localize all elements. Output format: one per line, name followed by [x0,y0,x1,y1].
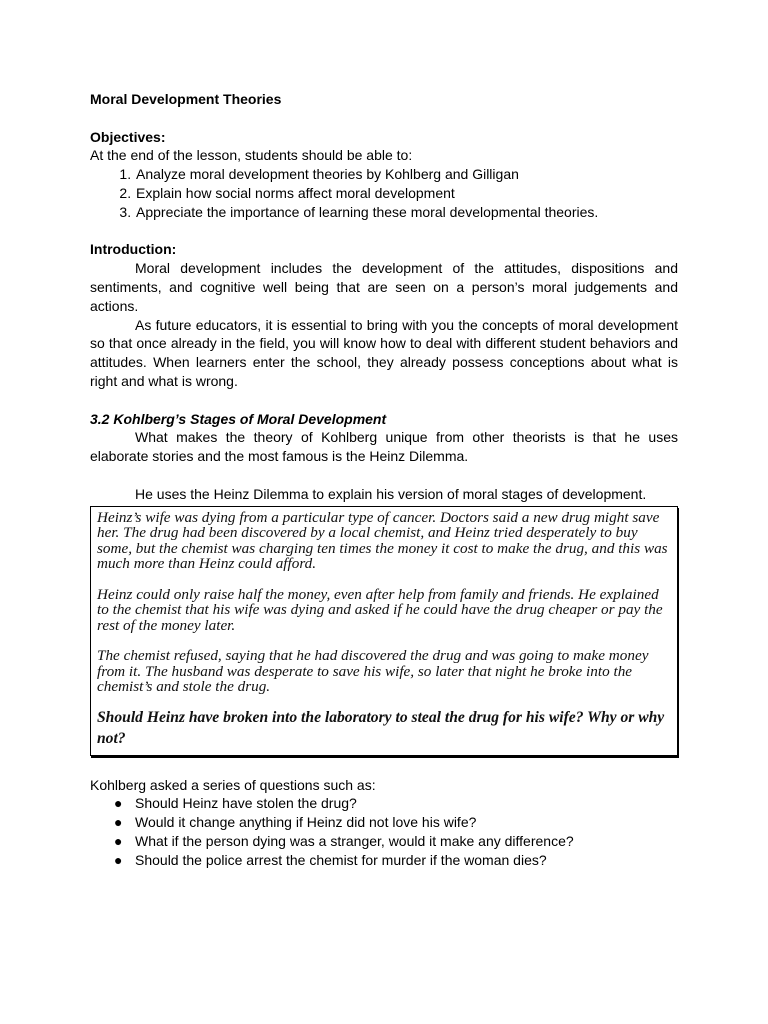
dilemma-lead-in: He uses the Heinz Dilemma to explain his version of moral stages of development. [135,485,647,502]
question-text: Would it change anything if Heinz did not love his wife? [135,814,477,831]
bullet-icon: ● [114,851,123,868]
dilemma-paragraph: Heinz’s wife was dying from a particular type of cancer. Doctors said a new drug might save her. The drug had been discovered by a local chemist, and Heinz tried desperately to buy some, but the chemist was charging ten times the money it cost to make the drug, and this was much more than Heinz could afford. [97,508,668,573]
dilemma-paragraph: The chemist refused, saying that he had discovered the drug and was going to make money from it. The husband was desperate to save his wife, so later that night he broke into the chemist’s and stole the drug. [97,647,649,696]
section-paragraph: What makes the theory of Kohlberg unique from other theorists is that he uses elaborate stories and the most famous is the Heinz Dilemma. [90,429,678,465]
objectives-list [90,165,678,221]
dilemma-paragraph: Heinz could only raise half the money, even after help from family and friends. He explained to the chemist that his wife was dying and asked if he could have the drug cheaper or pay the rest of the money later. [97,585,663,634]
objectives-heading: Objectives: [90,128,166,145]
question-text: Should the police arrest the chemist for murder if the woman dies? [135,851,547,868]
questions-list [90,794,678,869]
bullet-icon: ● [114,832,123,849]
list-item [114,851,678,870]
bullet-icon: ● [114,814,123,831]
introduction-heading: Introduction: [90,241,177,258]
introduction-paragraph: As future educators, it is essential to bring with you the concepts of moral development so that once already in the field, you will know how to deal with different student behaviors and attitudes. When learners enter the school, they already possess conceptions about what is right and what is wrong. [90,316,678,389]
objectives-intro: At the end of the lesson, students should be able to: [90,147,413,164]
objective-item: 1. Analyze moral development theories by Kohlberg and Gilligan [135,165,678,184]
section-heading: 3.2 Kohlberg’s Stages of Moral Development [90,410,387,427]
questions-intro: Kohlberg asked a series of questions such as: [90,776,376,793]
question-text: Should Heinz have stolen the drug? [135,795,357,812]
list-item [114,813,678,832]
document-title: Moral Development Theories [90,91,282,107]
dilemma-question: Should Heinz have broken into the laboratory to steal the drug for his wife? Why or why not? [97,708,665,747]
question-text: What if the person dying was a stranger, would it make any difference? [135,832,574,849]
list-item [114,794,678,813]
list-item [114,832,678,851]
introduction-paragraph: Moral development includes the development of the attitudes, dispositions and sentiments, and cognitive well being that are seen on a person’s moral judgements and actions. [90,260,678,314]
objective-item: 2. Explain how social norms affect moral development [135,184,678,203]
bullet-icon: ● [114,795,123,812]
document-body [90,90,678,870]
objective-item: 3. Appreciate the importance of learning these moral developmental theories. [135,203,678,222]
heinz-dilemma-box [90,506,678,756]
